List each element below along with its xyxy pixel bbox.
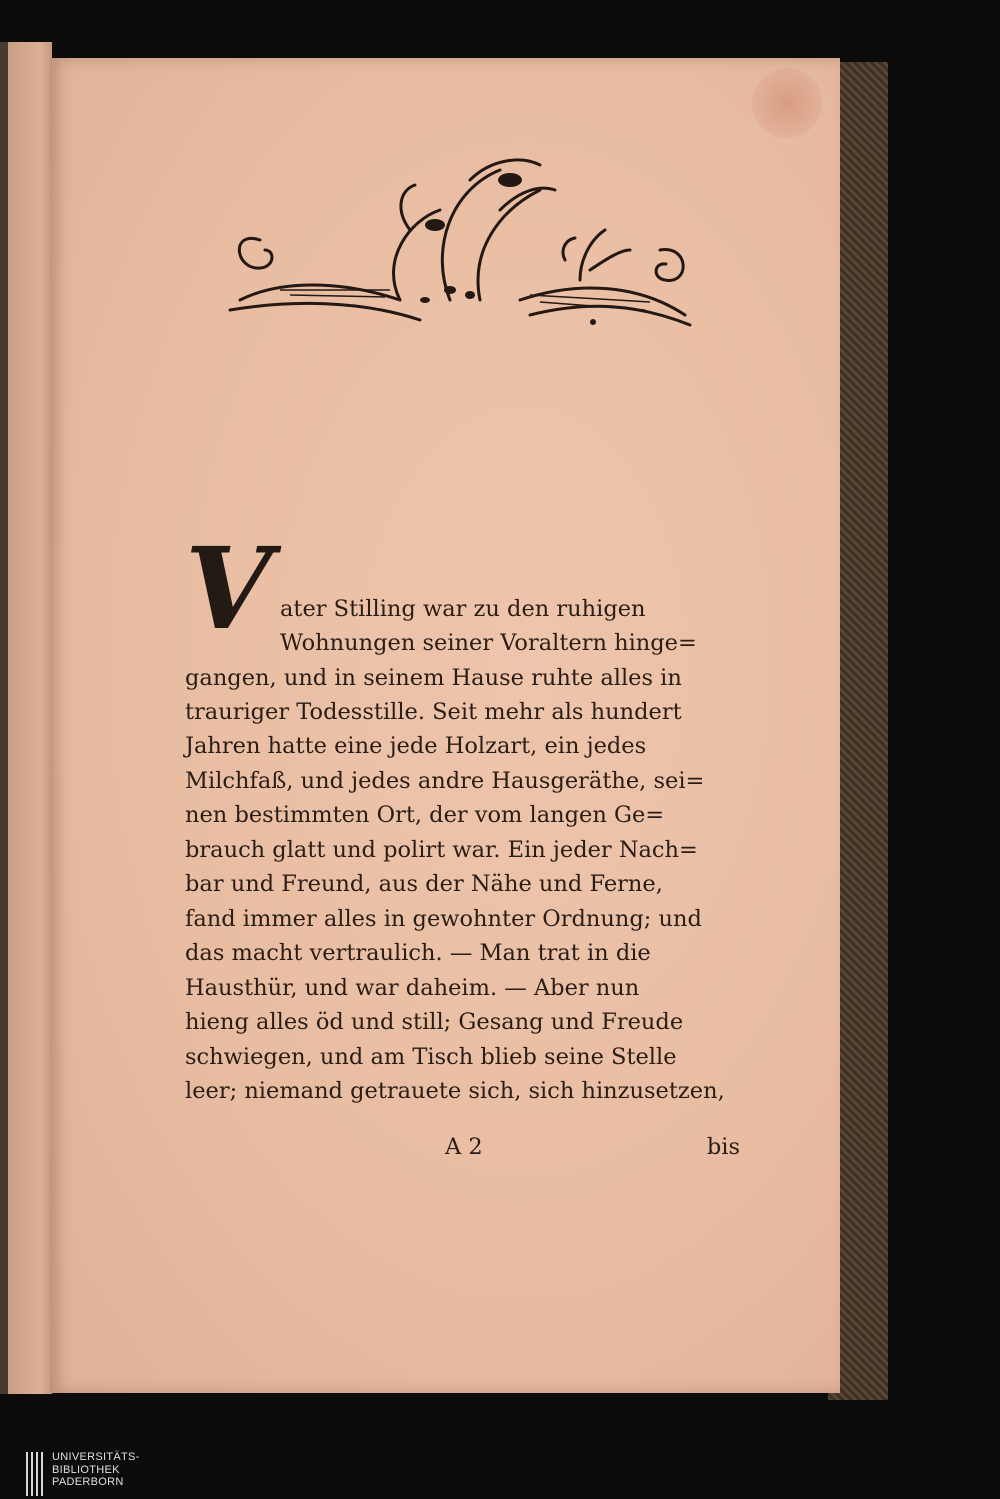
logo-line-2: BIBLIOTHEK [52,1463,120,1476]
text-line-15: leer; niemand getrauete sich, sich hinzusetzen, [185,1078,725,1104]
text-line-5: Jahren hatte eine jede Holzart, ein jedes [185,733,647,759]
text-line-6: Milchfaß, und jedes andre Hausgeräthe, sei= [185,768,705,794]
signature-mark: A 2 [445,1134,483,1160]
catchword: bis [706,1134,740,1160]
text-line-8: brauch glatt und polirt war. Ein jeder Nach= [185,837,698,863]
text-line-13: hieng alles öd und still; Gesang und Freude [185,1009,684,1035]
text-line-14: schwiegen, und am Tisch blieb seine Stelle [185,1044,677,1070]
text-line-7: nen bestimmten Ort, der vom langen Ge= [185,802,665,828]
text-line-1: ater Stilling war zu den ruhigen [280,596,646,622]
page-footer [185,1130,740,1164]
text-line-3: gangen, und in seinem Hause ruhte alles in [185,665,682,691]
text-line-4: trauriger Todesstille. Seit mehr als hundert [185,699,682,725]
logo-line-1: UNIVERSITÄTS- [52,1451,140,1463]
text-line-11: das macht vertraulich. — Man trat in die [185,940,651,966]
decorative-ornament [220,150,695,340]
paper-stain [752,68,822,138]
library-footer-bar [0,1448,1000,1499]
library-logo-icon [26,1452,44,1496]
library-logo-text [52,1451,140,1489]
text-line-2: Wohnungen seiner Voraltern hinge= [280,630,697,656]
text-line-9: bar und Freund, aus der Nähe und Ferne, [185,871,663,897]
logo-line-3: PADERBORN [52,1476,124,1488]
drop-cap: V [185,524,272,655]
text-line-10: fand immer alles in gewohnter Ordnung; und [185,906,702,932]
text-line-12: Hausthür, und war daheim. — Aber nun [185,975,640,1001]
book-spine [0,42,8,1394]
